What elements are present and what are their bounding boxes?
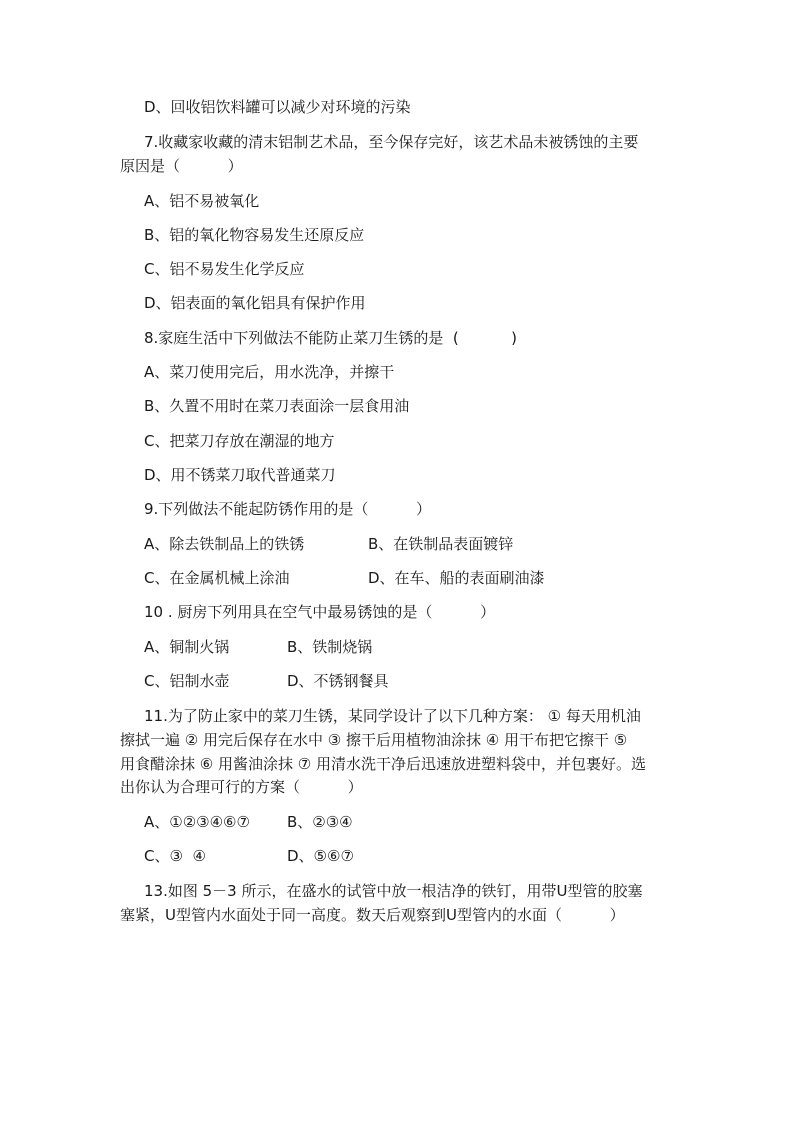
q10-stem: 10 . 厨房下列用具在空气中最易锈蚀的是（ ） (144, 603, 496, 621)
q10-option-b: B、铁制烧锅 (287, 638, 373, 656)
q8-option-a: A、菜刀使用完后，用水洗净，并擦干 (144, 363, 395, 381)
q10-option-c: C、铝制水壶 (144, 672, 230, 690)
q11-stem-line1: 11.为了防止家中的菜刀生锈，某同学设计了以下几种方案： ① 每天用机油 (144, 707, 641, 725)
q7-option-d: D、铝表面的氧化铝具有保护作用 (144, 294, 366, 312)
q11-option-a: A、①②③④⑥⑦ (144, 813, 250, 831)
q9-stem: 9.下列做法不能起防锈作用的是（ ） (144, 500, 431, 518)
q13-stem-line1: 13.如图 5－3 所示，在盛水的试管中放一根洁净的铁钉，用带U型管的胶塞 (144, 882, 643, 900)
q7-stem-line1: 7.收藏家收藏的清末铝制艺术品，至今保存完好，该艺术品未被锈蚀的主要 (144, 133, 639, 151)
q9-option-c: C、在金属机械上涂油 (144, 569, 290, 587)
q8-stem: 8.家庭生活中下列做法不能防止菜刀生锈的是 ( ) (144, 329, 518, 347)
q11-option-c: C、③ ④ (144, 847, 206, 865)
q6-option-d: D、回收铝饮料罐可以减少对环境的污染 (144, 98, 411, 116)
q7-stem-line2: 原因是（ ） (120, 157, 243, 175)
q11-stem-line4: 出你认为合理可行的方案（ ） (120, 778, 363, 796)
q8-option-b: B、久置不用时在菜刀表面涂一层食用油 (144, 397, 410, 415)
q11-stem-line2: 擦拭一遍 ② 用完后保存在水中 ③ 擦干后用植物油涂抹 ④ 用干布把它擦干 ⑤ (120, 731, 628, 749)
q9-option-d: D、在车、船的表面刷油漆 (368, 569, 545, 587)
q7-option-a: A、铝不易被氧化 (144, 192, 260, 210)
q10-option-a: A、铜制火锅 (144, 638, 230, 656)
q11-option-b: B、②③④ (287, 813, 353, 831)
q7-option-b: B、铝的氧化物容易发生还原反应 (144, 226, 365, 244)
q11-option-d: D、⑤⑥⑦ (287, 847, 354, 865)
q9-option-a: A、除去铁制品上的铁锈 (144, 535, 305, 553)
q13-stem-line2: 塞紧，U型管内水面处于同一高度。数天后观察到U型管内的水面（ ） (120, 906, 625, 924)
q11-stem-line3: 用食醋涂抹 ⑥ 用酱油涂抹 ⑦ 用清水洗干净后迅速放进塑料袋中，并包裹好。选 (120, 755, 646, 773)
q7-option-c: C、铝不易发生化学反应 (144, 260, 305, 278)
q9-option-b: B、在铁制品表面镀锌 (368, 535, 514, 553)
q8-option-c: C、把菜刀存放在潮湿的地方 (144, 432, 335, 450)
q8-option-d: D、用不锈菜刀取代普通菜刀 (144, 466, 336, 484)
q10-option-d: D、不锈钢餐具 (287, 672, 389, 690)
